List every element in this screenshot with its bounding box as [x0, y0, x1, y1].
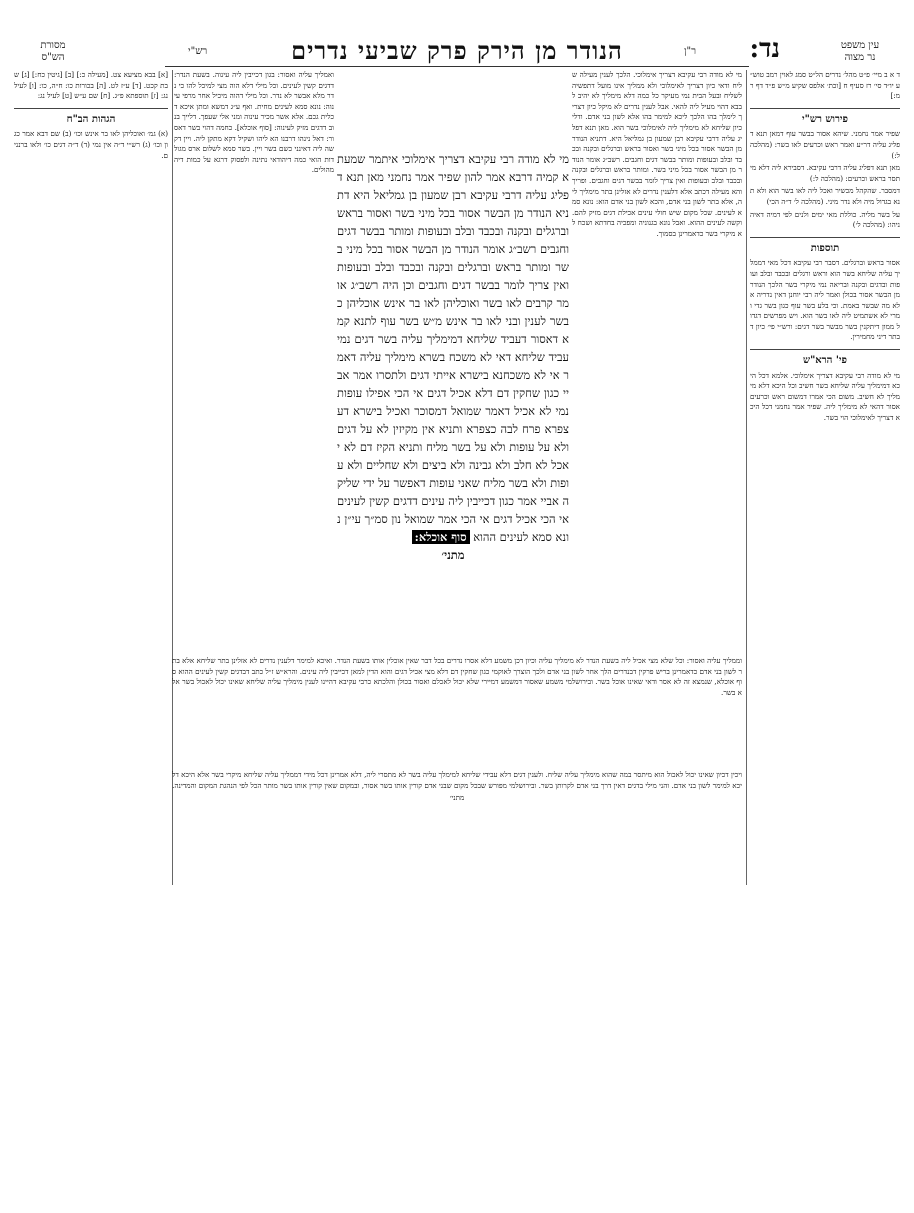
gemara-main-text — [337, 150, 569, 650]
folio-number: נד: — [749, 34, 780, 64]
ran-lower-block-2 — [172, 770, 742, 892]
rosh-section-title: פי' הרא"ש — [803, 355, 847, 367]
right-margin-column — [750, 70, 900, 890]
gemara-text: מי לא מודה רבי עקיבא דצריך אימלוכי איתמר שמעתא קמיה דרבא אמר להון שפיר אמר נחמני מאן תנא דפליג עליה דרבי עקיבא רבן שמעון בן גמליאל היא דתניא הנודר מן הבשר אסור בכל מיני בשר ואסור בראש וברגלים ובקנה ובכבד ובלב ובעופות ומותר בבשר דגים וחגבים רשב״ג אומר הנודר מן הבשר אסור בכל מיני בשר ומותר בראש וברגלים ובקנה ובכבד ובלב ובעופות ואין צריך לומר בבשר דגים וחגבים וכן היה רשב״ג אומר קרבים לאו בשר ואוכליהן לאו בר אינש אוכליהן כבשר לענין ובני לאו בר אינש מ״ש בשר עוף לתנא קמא דאסור דעביד שליחא דמימליך עליה בשר דגים נמי עביד שליחא דאי לא משכח בשרא מימליך עליה דאמר אי לא משכחנא בישרא אייתי דגים ולתסרו אמר אביי כגון שחקין דם דלא אכיל דגים אי הכי אפילו עופות נמי לא אכיל דאמר שמואל דמסוכר ואכיל בישרא דעצפרא פרח לבה כצפרא ותניא אין מקיזין לא על דגים ולא על עופות ולא על בשר מליח ותניא הקיז דם לא יאכל לא חלב ולא גבינה ולא ביצים ולא שחליים ולא עופות ולא בשר מליח שאני עופות דאפשר על ידי שליקה אביי אמר כגון דכייבין ליה עינים דדגים קשין לעינים אי הכי אכיל דגים אי הכי אמר שמואל נון סמ״ך עי״ן נונא סמא לעינים ההוא — [337, 152, 569, 544]
ein-mishpat-text: ד א ב מיי׳ פ״ט מהל׳ נדרים הל״ט סמג לאוין רמב טוש״ע יו״ד סי׳ רז סעיף ח [וכת׳ אלפס שקיע מ״ש פ״ד דף רמ:] — [750, 70, 900, 101]
masoret-heading-line2: הש"ס — [41, 52, 65, 63]
ein-mishpat-heading-line1: עין משפט — [840, 40, 880, 51]
divider — [14, 108, 168, 109]
tosafot-text: אסור בראש וברגלים. דסבר רבי עקיבא דכל מאי דממליך עליה שליחא בשר הוא וראש ורגלים ובכבד ובלב ועופות ובדגים ובקנה ובריאה נמי מיקרי בשר הלכך הנודר מן הבשר אסור בכולן ואמר ליה רבי יוחנן דאין נדריה אלא מה שבשר באמת. וכי בלע בשר עוף כגון בשר גדי ומרי לא אשתמיט ליה לאו בשר הוא. ויש מפרשים דגדול ממון דיתקנין בשר מבשר בשר דגים: ורש״י פי׳ כיון דבתר דיני מחמירין. — [750, 258, 900, 342]
masoret-heading-line1: מסורת — [40, 40, 66, 51]
rashi-para-2: מאן תנא דפליג עליה דרבי עקיבא. דסבירא ליה דלא מיתסר בראש וכרעים: (מהלכה ל:) — [750, 163, 900, 183]
masoret-text: [א] בבא מציעא צט. [מעילה כ:] [ב] [גיטין כח:] [ג] שבת קכט. [ד] ע״ז לט. [ה] בכורות כו: ח״ה, כו: [ו] לעיל נג: [ז] תוספתא פ״ג. [ח] שם ע״ש [ט] לעיל נג: — [14, 70, 168, 101]
hagahot-text: (א) גמ׳ ואוכליהן לאו בר אינש וכו׳ (ב) שם דבא אמר כגון וכו׳ (ג) רש״י ד״ה אין נמי (ד) ד״ה דגים כו׳ ולאו ברננים. — [14, 129, 168, 160]
ran-lower-text-2: ויכין דכיון שאינו יכול לאכול הוא מיתסר במה שהוא מימליך עליה שליח. ולענין דגים דלא עבידי שליחא למימלך עליה בשר לא מתסרי ליה, דלא אמרינן דכל מידי דממליך עליה שליחא מיקרי בשר אלא היכא דליכא למימר לשון בני אדם. והני מילי בדגים דאין דרך בני אדם לקרותן בשר. ובירושלמי מפורש שבכל מקום שבני אדם קורין אותו בשר אסור, ובמקום שאין קורין אותו בשר מותר הכל לפי הנהגת המקום והמדינה. — [172, 770, 742, 790]
rashi-para-3: דמסבר. שהקהל מכשיר ואכל ליה לאו בשר הוא ולא תנא בגדול מיה ולא נדר מיני. (מהלכה ל׳ ד״ה הכי) — [750, 186, 900, 206]
ran-lower-block — [172, 656, 742, 766]
rashi-section-title: פירוש רש"י — [802, 113, 848, 125]
hagahot-section-title: הגהות הב"ח — [66, 113, 116, 125]
rosh-text: מי לא מודה רבי עקיבא דצריך אימלוכי. אלמא דכל היכא דמימליך עליה שליחא בשר חשיב וכל היכא דלא מימליך לא חשיב. משום הכי אמרו דמשום ראש וכרעים אסור דהאי לא מימליך ליה. שפיר אמר נחמני דכל היכא דצריך לאימלוכי הוי בשר. — [750, 370, 900, 423]
ran-commentary — [572, 70, 742, 650]
ran-text: מי לא מודה רבי עקיבא דצריך אימלוכי. הלכך לענין מעילה שליח ודאי כיון דצריך לאימלוכי ולא ממליך אינו מועל דתפשיה לשליח ובעל הבית נמי מעיקר כל כמה דלא מימליך לא יהיב לבבא דהוי מעיל ליה להאי. אבל לענין נדרים לא מיקל כיון דצריך לימלך בהו הלכך ליכא למימר בהו אלא לשון בני אדם. ודלי כיון שליחא לא מימליך ליה לאימלוכי בשר הוא. מאן תנא דפליג עליה דרבי עקיבא רבן שמעון בן גמליאל היא. דתניא הנודר מן הבשר אסור בכל מיני בשר ואסור בראש וברגלים ובקנה ובכבד ובלב ובעופות ומותר בבשר דגים וחגבים. רשב״ג אומר הנודר מן הבשר אסור בכל מיני בשר. ומותר בראש וברגלים ובקנה ובכבד ובלב ובעופות ואין צריך לומר בבשר דגים וחגבים. ופריך והא מעילה דכתב אלא דלענין נדרים לא אזלינן בתר מימליך ליה, אלא בתר לשון בני אדם, והכא לשון בני אדם הוא: נונא סמא לעינים. שכל מקום שיש חולי עינים אכילת דגים מזיק להם. וקשה לעינים ההוא. ואבל נונא בגנוניה ומפכיה בחדתא ושכח לא מיקרי בשר כדאמרינן בסמוך. — [572, 70, 742, 238]
header-rule — [165, 66, 749, 67]
rashi-para-4: על בשר מליה. כוללת מאי ימים ולנים לפי דמיה דאיה ניהו: (מהלכה ל׳) — [750, 209, 900, 230]
matni-label-lower: מתני׳ — [449, 793, 465, 803]
left-margin-column — [14, 70, 168, 370]
divider — [750, 349, 900, 350]
tosafot-section-title: תוספות — [810, 242, 840, 254]
rashi-label: רש"י — [188, 46, 208, 57]
divider — [750, 237, 900, 238]
rashi-para-1: שפיר אמר נחמני. שיהא אסור בבשר עוף דמאן תנא דפליג עליה דר״ע ואמר ראש וכרעים לאו בשר: (מהלכה ל:) — [750, 129, 900, 160]
page-title: הנודר מן הירק פרק שביעי נדרים — [291, 36, 623, 65]
ein-mishpat-heading — [820, 40, 900, 64]
rashi-commentary — [174, 70, 334, 650]
rashi-lower-text: ואמליך עליה ואסור: בגון דכייבין ליה עינוה. בשעת הנדר: דדגים קשין לעינים. וכל מילי דלא הוה מצי למיכל להו כי נדר מלא אבשר לא נדר. וכל מילי דהוה מיכיל אחר מרפי עינוה: נונא סמא לעינים מחית. ואף ע״ג דמשא ומתן איכא דכלית גכם. אלא אשר מכיר עינוה ומני אלי שעפך. דלייך בנוב דדגים מזיק לעינוה: [סוף אוכלא]. כחמה דהוי בשר דאסור: דאל נינהו דרבנו הא ליהו ושקיל דקא מתקן ליה. ויין דקשה ליה דאינני כשם בשר ויין. בשר סמא לשלום ארס מגולדות הואי כמה דיהודאי נתינה ולפסוק דרגא על כמות דיה מהולים. — [174, 70, 334, 175]
page-header — [96, 34, 818, 64]
ran-lower-text: וממליך עליה ואסור: וכל שלא מצי אכיל ליה בשעת הנדר לא מימליך עליה וכיון דכן משמע דלא אסרו נדרים בכל דבר שאין אוכלין אותו בשעת הנדר. ואיכא למימר דלענין נדרים לא אזלינן בתר שליחא אלא בתר לשון בני אדם כדאמרינן בריש פרקין דבנדרים הלך אחר לשון בני אדם ולכך הוצרך לאוקמי כגון שחקין דם דלא מצי אכיל דגים והוא הדין למאן דכייבין ליה עינים. והרא״ש ז״ל כתב דבדגים קשין לעינים ההוא סוף אוכלא, שנמצא זה לא אסר ודאי שאינו אוכל בשר. ובירושלמי משמע שאסור דמשמע דמיירי שלא יכול לאכלם ואסור בכולן והלכתא כרבי עקיבא דהיינו לענין מימליך עליה שליחא שאינו יכול לאכול בשר אלא בשר. — [172, 656, 742, 697]
ran-label: ר"ן — [683, 46, 696, 57]
masoret-heading — [18, 40, 88, 64]
matni-label: מתני׳ — [441, 548, 465, 562]
divider — [750, 108, 900, 109]
column-divider — [746, 70, 747, 885]
ein-mishpat-heading-line2: נר מצוה — [844, 52, 876, 63]
sof-okla-marker: סוף אוכלא: — [412, 530, 470, 544]
